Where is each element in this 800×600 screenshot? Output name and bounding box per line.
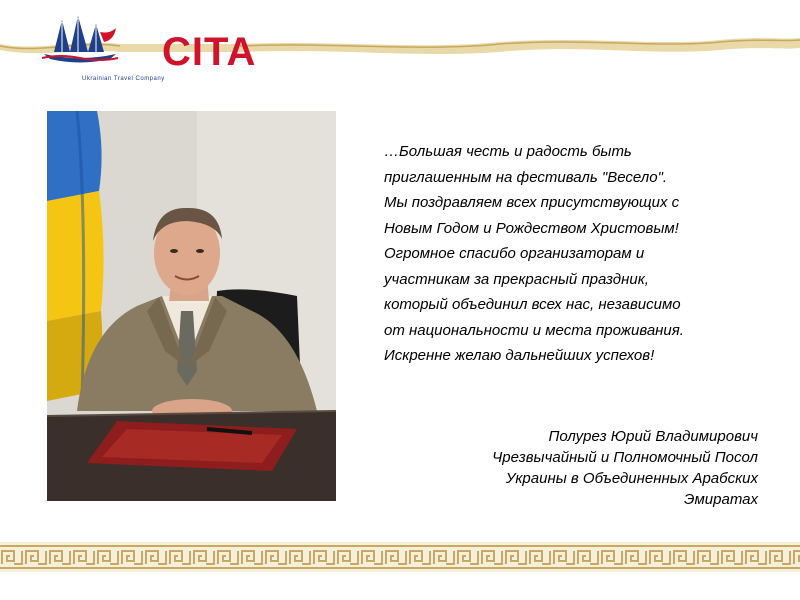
signature-name: Полурез Юрий Владимирович [548,428,758,445]
quote-line: Новым Годом и Рождеством Христовым! [384,219,679,237]
quote-line: Мы поздравляем всех присутствующих с [384,194,680,211]
quote-line: от национальности и места проживания. [384,321,684,339]
ship-sails-icon [40,14,120,64]
quote-line: …Большая честь и радость быть [384,143,632,160]
greeting-quote [384,139,784,369]
quote-line: приглашенным на фестиваль "Весело". [384,168,668,186]
quote-line: который объединил всех нас, независимо [384,296,681,313]
ambassador-portrait [47,111,336,501]
quote-line: участникам за прекрасный праздник, [384,270,649,288]
quote-line: Искренне желаю дальнейших успехов! [384,347,655,364]
signature-title: Эмиратах [683,491,758,508]
cita-logo[interactable] [40,14,257,82]
logo-wordmark: CITA [162,30,257,74]
logo-tagline: Ukrainian Travel Company [82,76,165,82]
signature-block [492,426,758,510]
greek-key-border [0,542,800,572]
quote-line: Огромное спасибо организаторам и [384,245,645,262]
signature-title: Чрезвычайный и Полномочный Посол [492,449,758,466]
signature-title: Украины в Объединенных Арабских [505,470,758,487]
